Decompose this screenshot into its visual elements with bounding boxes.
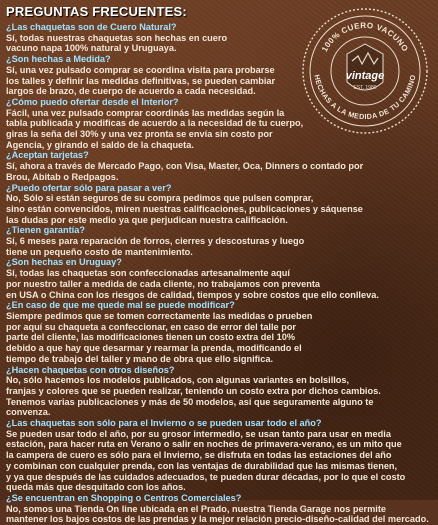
faq-question: ¿Las chaquetas son sólo para el Invierno o se pueden usar todo el año? xyxy=(6,418,322,429)
faq-question: ¿Se encuentran en Shopping o Centros Comerciales? xyxy=(6,492,242,503)
faq-list xyxy=(6,22,432,525)
faq-question: ¿Son hechas a Medida? xyxy=(6,54,111,65)
seal-brand: vintage xyxy=(345,70,385,82)
faq-answer: Siempre pedimos que se tomen correctamente las medidas o prueben por aquí su chaqueta a confeccionar, en caso de error del talle por parte del cliente, las modificaciones tienen un costo extra del 10% debido a que hay que desarmar y rearmar la prenda, modificando el tiempo de trabajo del taller y mano de obra que ello significa. xyxy=(6,310,313,364)
faq-answer: Sí, ahora a través de Mercado Pago, con Visa, Master, Oca, Dinners o contado por Brou, Abitab o Redpagos. xyxy=(6,161,364,182)
seal-arc-bottom: HECHAS A LA MEDIDA DE TU CAMINO xyxy=(312,73,418,122)
seal-arc-top: 100% CUERO VACUNO xyxy=(320,20,410,54)
faq-question: ¿Tienen garantía? xyxy=(6,225,85,236)
faq-answer: No, Sólo si están seguros de su compra pedimos que pulsen comprar, sino están convencidos, miren nuestras calificaciones, publicaciones y sáquense las dudas por este medio ya que perjudican nuestra calificación. xyxy=(6,193,363,225)
faq-question: ¿Cómo puedo ofertar desde el Interior? xyxy=(6,96,179,107)
faq-answer: No, somos una Tienda On line ubicada en el Prado, nuestra Tienda Garage nos permite mantener los bajos costos de las prendas y la mejor relación precio-diseño-calidad del mercado. xyxy=(6,503,429,525)
faq-answer: No, sólo hacemos los modelos publicados, con algunas variantes en bolsillos, franjas y colores que se pueden realizar, teniendo un costo extra por dichos cambios. Tenemos varias publicaciones y más de 50 modelos, así que seguramente alguno te convenza. xyxy=(6,375,381,418)
faq-question: ¿En caso de que me quede mal se puede modificar? xyxy=(6,300,235,311)
faq-answer: Se pueden usar todo el año, por su grosor intermedio, se usan tanto para usar en media estación, para hacer ruta en Verano o salir en noches de primavera-verano, es un mito que la campera de cuero es sólo para el Invierno, se disfruta en todas las estaciones del año y combinan con cualquier prenda, con las ventajas de durabilidad que las mismas tienen, y ya que después de las cuidados adecuados, te pueden durar décadas, por lo que el costo queda más que desquitado con los años. xyxy=(6,428,406,493)
faq-answer: Sí, 6 meses para reparación de forros, cierres y descosturas y luego tiene un pequeño costo de mantenimiento. xyxy=(6,236,305,257)
faq-answer: Sí, una vez pulsado comprar se coordina visita para probarse los talles y definir las medidas definitivas, se pueden cambiar largos de brazo, de cuerpo de acuerdo a cada necesidad. xyxy=(6,64,276,97)
page-title: PREGUNTAS FRECUENTES: xyxy=(6,4,187,19)
faq-answer: Fácil, una vez pulsado comprar coordinás las medidas según la tabla publicada y modificas de acuerdo a la necesidad de tu cuerpo, giras la seña del 30% y una vez pronta se envía sin costo por Agencia, y girando el saldo de la chaqueta. xyxy=(6,107,304,150)
faq-question: ¿Las chaquetas son de Cuero Natural? xyxy=(6,22,177,32)
faq-answer: Sí, todas las chaquetas son confeccionadas artesanalmente aquí por nuestro taller a medida de cada cliente, no trabajamos con preventa en USA o China con los riesgos de calidad, tiempos y sobre costos que ello conlleva. xyxy=(6,268,379,300)
faq-question: ¿Hacen chaquetas con otros diseños? xyxy=(6,364,175,375)
faq-answer: Sí, todas nuestras chaquetas son hechas en cuero vacuno napa 100% natural y Uruguaya. xyxy=(6,32,228,54)
seal-est: EST. 1980 xyxy=(353,85,377,91)
faq-question: ¿Son hechas en Uruguay? xyxy=(6,257,122,268)
faq-question: ¿Puedo ofertar sólo para pasar a ver? xyxy=(6,182,172,193)
faq-question: ¿Aceptan tarjetas? xyxy=(6,150,89,161)
